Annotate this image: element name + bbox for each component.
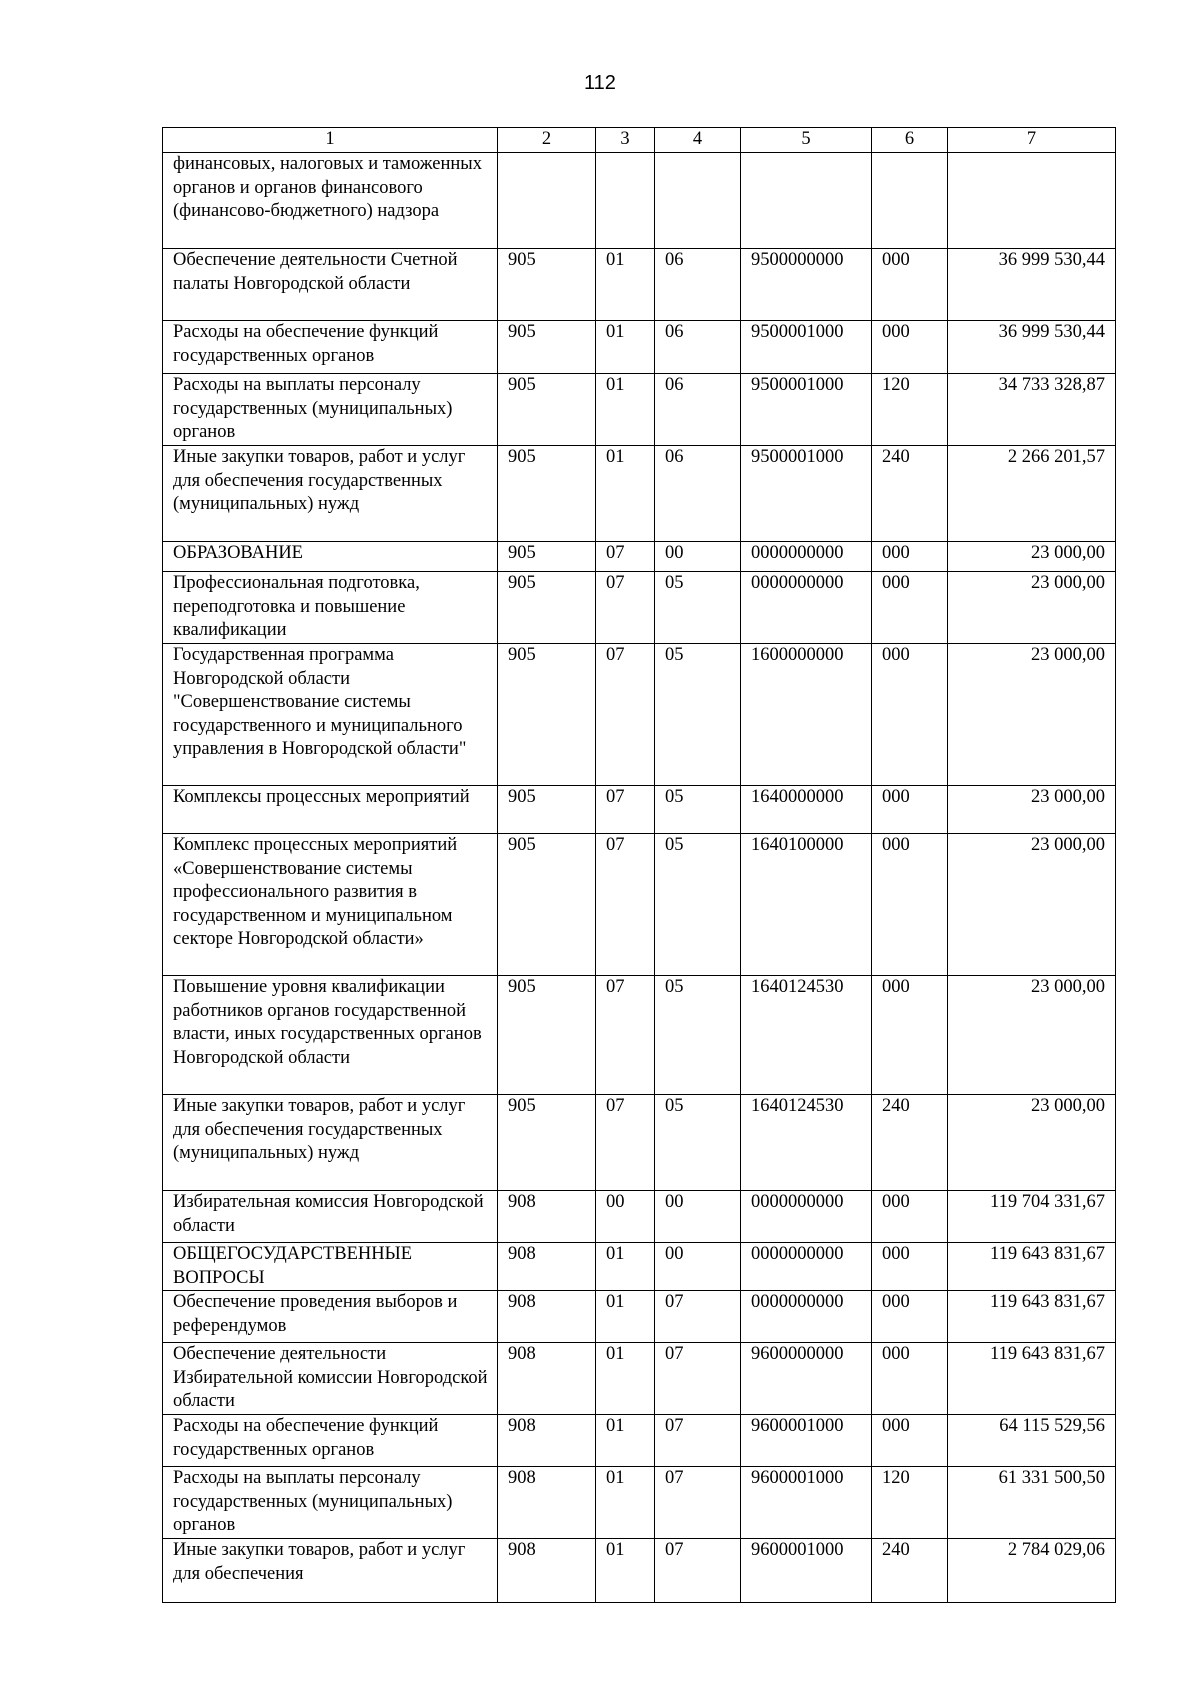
row-cell: 0000000000 [741, 542, 872, 572]
table-row [163, 249, 1116, 321]
row-cell: 000 [872, 572, 948, 644]
row-cell: 905 [498, 321, 596, 374]
row-amount: 23 000,00 [948, 834, 1116, 976]
row-cell: 01 [596, 446, 655, 542]
table-row [163, 1291, 1116, 1343]
table-row [163, 644, 1116, 786]
table-row [163, 572, 1116, 644]
row-cell: 05 [655, 572, 741, 644]
row-name: Иные закупки товаров, работ и услуг для обеспечения государственных (муниципальных) нужд [163, 446, 498, 542]
row-name: Расходы на выплаты персоналу государственных (муниципальных) органов [163, 1467, 498, 1539]
row-cell: 000 [872, 1191, 948, 1243]
row-cell: 000 [872, 976, 948, 1095]
row-amount: 23 000,00 [948, 644, 1116, 786]
row-name: Профессиональная подготовка, переподготовка и повышение квалификации [163, 572, 498, 644]
row-cell: 905 [498, 374, 596, 446]
row-amount: 2 266 201,57 [948, 446, 1116, 542]
row-cell: 908 [498, 1291, 596, 1343]
row-cell: 01 [596, 321, 655, 374]
column-header: 6 [872, 128, 948, 153]
table-row [163, 542, 1116, 572]
row-cell: 905 [498, 786, 596, 834]
row-cell: 01 [596, 374, 655, 446]
row-cell: 1640124530 [741, 1095, 872, 1191]
row-cell: 240 [872, 1095, 948, 1191]
row-cell: 908 [498, 1191, 596, 1243]
row-cell: 07 [596, 834, 655, 976]
table-header-row [163, 128, 1116, 153]
row-cell: 908 [498, 1243, 596, 1291]
row-amount: 61 331 500,50 [948, 1467, 1116, 1539]
row-name: Комплекс процессных мероприятий «Совершенствование системы профессионального развития в государственном и муниципальном секторе Новгородской области» [163, 834, 498, 976]
row-name: Избирательная комиссия Новгородской области [163, 1191, 498, 1243]
row-cell: 905 [498, 834, 596, 976]
budget-table [162, 127, 1116, 1603]
table-row [163, 786, 1116, 834]
row-name: ОБРАЗОВАНИЕ [163, 542, 498, 572]
row-cell: 01 [596, 1243, 655, 1291]
column-header: 7 [948, 128, 1116, 153]
row-cell: 9600001000 [741, 1539, 872, 1603]
row-cell: 000 [872, 834, 948, 976]
column-header: 1 [163, 128, 498, 153]
row-name: Иные закупки товаров, работ и услуг для обеспечения [163, 1539, 498, 1603]
table-row [163, 976, 1116, 1095]
table-row [163, 446, 1116, 542]
row-cell: 07 [655, 1291, 741, 1343]
row-cell: 9600000000 [741, 1343, 872, 1415]
row-cell: 905 [498, 249, 596, 321]
row-cell: 000 [872, 1243, 948, 1291]
row-cell: 0000000000 [741, 572, 872, 644]
row-name: Расходы на обеспечение функций государственных органов [163, 1415, 498, 1467]
row-cell: 9500001000 [741, 446, 872, 542]
row-cell: 000 [872, 1415, 948, 1467]
column-header: 3 [596, 128, 655, 153]
row-cell: 06 [655, 321, 741, 374]
column-header: 2 [498, 128, 596, 153]
row-cell: 1640100000 [741, 834, 872, 976]
row-cell: 905 [498, 1095, 596, 1191]
row-cell: 06 [655, 446, 741, 542]
row-cell: 00 [655, 542, 741, 572]
row-cell: 240 [872, 446, 948, 542]
row-amount: 36 999 530,44 [948, 249, 1116, 321]
row-cell: 9600001000 [741, 1467, 872, 1539]
row-cell: 240 [872, 1539, 948, 1603]
row-cell: 905 [498, 542, 596, 572]
row-cell: 01 [596, 1291, 655, 1343]
table-row [163, 1191, 1116, 1243]
row-cell: 07 [596, 786, 655, 834]
row-cell: 07 [655, 1539, 741, 1603]
row-cell: 06 [655, 374, 741, 446]
column-header: 4 [655, 128, 741, 153]
row-amount: 119 643 831,67 [948, 1243, 1116, 1291]
row-amount: 34 733 328,87 [948, 374, 1116, 446]
row-name: ОБЩЕГОСУДАРСТВЕННЫЕ ВОПРОСЫ [163, 1243, 498, 1291]
row-cell: 1640000000 [741, 786, 872, 834]
row-cell: 07 [655, 1415, 741, 1467]
row-name: Обеспечение деятельности Избирательной комиссии Новгородской области [163, 1343, 498, 1415]
row-cell: 000 [872, 249, 948, 321]
row-name: Государственная программа Новгородской области "Совершенствование системы государственного и муниципального управления в Новгородской области" [163, 644, 498, 786]
row-cell: 07 [596, 542, 655, 572]
row-cell: 00 [655, 1243, 741, 1291]
row-cell: 05 [655, 644, 741, 786]
row-cell: 9500001000 [741, 374, 872, 446]
row-cell: 07 [596, 1095, 655, 1191]
table-row [163, 1467, 1116, 1539]
row-cell: 9500001000 [741, 321, 872, 374]
row-cell: 05 [655, 976, 741, 1095]
row-cell: 1640124530 [741, 976, 872, 1095]
row-cell: 06 [655, 249, 741, 321]
row-cell: 120 [872, 374, 948, 446]
table-row [163, 321, 1116, 374]
row-amount: 119 704 331,67 [948, 1191, 1116, 1243]
row-cell: 05 [655, 1095, 741, 1191]
row-cell [498, 153, 596, 249]
row-amount [948, 153, 1116, 249]
row-cell: 00 [655, 1191, 741, 1243]
row-cell: 01 [596, 1415, 655, 1467]
row-cell: 07 [596, 644, 655, 786]
row-name: финансовых, налоговых и таможенных органов и органов финансового (финансово-бюджетного) надзора [163, 153, 498, 249]
row-amount: 23 000,00 [948, 572, 1116, 644]
row-amount: 23 000,00 [948, 786, 1116, 834]
row-cell: 000 [872, 542, 948, 572]
row-cell: 905 [498, 572, 596, 644]
row-amount: 23 000,00 [948, 976, 1116, 1095]
table-row [163, 1539, 1116, 1603]
page-number: 112 [584, 72, 616, 94]
row-cell [655, 153, 741, 249]
row-amount: 119 643 831,67 [948, 1291, 1116, 1343]
row-cell: 9600001000 [741, 1415, 872, 1467]
row-name: Обеспечение деятельности Счетной палаты Новгородской области [163, 249, 498, 321]
row-cell: 908 [498, 1539, 596, 1603]
row-cell: 905 [498, 644, 596, 786]
row-cell: 000 [872, 1291, 948, 1343]
row-cell: 000 [872, 321, 948, 374]
row-cell [872, 153, 948, 249]
row-cell: 0000000000 [741, 1191, 872, 1243]
row-amount: 23 000,00 [948, 542, 1116, 572]
row-cell: 01 [596, 1467, 655, 1539]
row-cell: 05 [655, 834, 741, 976]
row-name: Иные закупки товаров, работ и услуг для обеспечения государственных (муниципальных) нужд [163, 1095, 498, 1191]
table-row [163, 374, 1116, 446]
row-amount: 36 999 530,44 [948, 321, 1116, 374]
row-cell: 908 [498, 1343, 596, 1415]
row-cell: 120 [872, 1467, 948, 1539]
row-name: Обеспечение проведения выборов и референдумов [163, 1291, 498, 1343]
row-cell: 07 [655, 1343, 741, 1415]
row-cell: 000 [872, 1343, 948, 1415]
row-name: Повышение уровня квалификации работников органов государственной власти, иных государственных органов Новгородской области [163, 976, 498, 1095]
row-cell: 000 [872, 786, 948, 834]
row-cell: 908 [498, 1467, 596, 1539]
row-cell: 01 [596, 1343, 655, 1415]
row-name: Комплексы процессных мероприятий [163, 786, 498, 834]
row-cell: 07 [596, 572, 655, 644]
row-cell: 05 [655, 786, 741, 834]
column-header: 5 [741, 128, 872, 153]
table-row [163, 1095, 1116, 1191]
table-row [163, 153, 1116, 249]
row-cell: 905 [498, 446, 596, 542]
row-cell: 9500000000 [741, 249, 872, 321]
row-cell: 0000000000 [741, 1243, 872, 1291]
row-cell: 1600000000 [741, 644, 872, 786]
row-name: Расходы на выплаты персоналу государственных (муниципальных) органов [163, 374, 498, 446]
table-row [163, 1243, 1116, 1291]
row-cell: 01 [596, 249, 655, 321]
row-amount: 2 784 029,06 [948, 1539, 1116, 1603]
row-cell: 07 [596, 976, 655, 1095]
row-amount: 64 115 529,56 [948, 1415, 1116, 1467]
row-cell [596, 153, 655, 249]
row-amount: 23 000,00 [948, 1095, 1116, 1191]
row-cell [741, 153, 872, 249]
row-cell: 000 [872, 644, 948, 786]
row-cell: 0000000000 [741, 1291, 872, 1343]
table-row [163, 834, 1116, 976]
table-row [163, 1343, 1116, 1415]
row-cell: 905 [498, 976, 596, 1095]
row-cell: 01 [596, 1539, 655, 1603]
table-row [163, 1415, 1116, 1467]
row-cell: 00 [596, 1191, 655, 1243]
row-amount: 119 643 831,67 [948, 1343, 1116, 1415]
row-name: Расходы на обеспечение функций государственных органов [163, 321, 498, 374]
row-cell: 908 [498, 1415, 596, 1467]
row-cell: 07 [655, 1467, 741, 1539]
